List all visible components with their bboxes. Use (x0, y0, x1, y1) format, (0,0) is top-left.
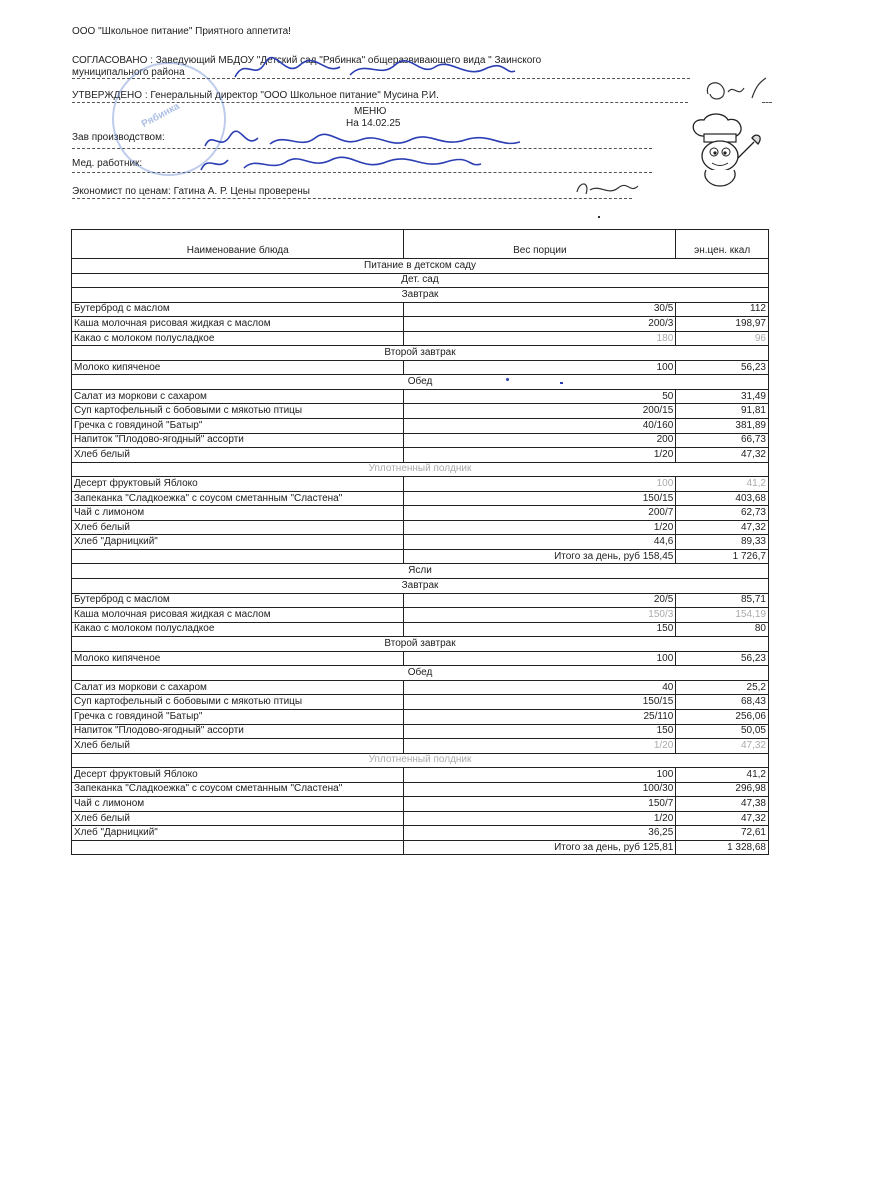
dish-weight: 200/15 (404, 404, 676, 419)
dish-row (72, 477, 769, 492)
dish-weight: 36,25 (404, 826, 676, 841)
dish-kcal: 56,23 (676, 651, 769, 666)
dish-name: Гречка с говядиной "Батыр" (72, 709, 404, 724)
chef-mascot-icon (680, 112, 770, 190)
dish-name: Хлеб белый (72, 448, 404, 463)
dish-name: Бутерброд с маслом (72, 593, 404, 608)
dish-row (72, 608, 769, 623)
dish-weight: 200/3 (404, 317, 676, 332)
dish-row (72, 302, 769, 317)
table-header-row (72, 230, 769, 259)
dish-kcal: 68,43 (676, 695, 769, 710)
section-title: Уплотненный полдник (72, 462, 769, 477)
section-title: Обед (72, 375, 769, 390)
dish-name: Бутерброд с маслом (72, 302, 404, 317)
dish-kcal: 47,32 (676, 811, 769, 826)
dish-kcal: 198,97 (676, 317, 769, 332)
dish-row (72, 811, 769, 826)
dish-weight: 180 (404, 331, 676, 346)
dish-kcal: 47,32 (676, 448, 769, 463)
dish-name: Запеканка "Сладкоежка" с соусом сметанным "Сластена" (72, 782, 404, 797)
stamp-text: Рябинка (139, 100, 182, 131)
dish-row (72, 506, 769, 521)
dish-weight: 1/20 (404, 520, 676, 535)
dish-row (72, 768, 769, 783)
dish-row (72, 404, 769, 419)
section-title: Второй завтрак (72, 637, 769, 652)
section-row (72, 753, 769, 768)
dish-weight: 1/20 (404, 811, 676, 826)
dish-name: Напиток "Плодово-ягодный" ассорти (72, 724, 404, 739)
dish-name: Чай с лимоном (72, 797, 404, 812)
total-empty-cell (72, 549, 404, 564)
dish-kcal: 47,38 (676, 797, 769, 812)
economist-signature (572, 178, 642, 200)
production-head-label: Зав производством: (72, 132, 165, 143)
dish-weight: 150/3 (404, 608, 676, 623)
dish-name: Салат из моркови с сахаром (72, 389, 404, 404)
dish-row (72, 739, 769, 754)
dish-kcal: 256,06 (676, 709, 769, 724)
dish-name: Салат из моркови с сахаром (72, 680, 404, 695)
dish-weight: 100 (404, 651, 676, 666)
dish-name: Какао с молоком полусладкое (72, 622, 404, 637)
section-title: Второй завтрак (72, 346, 769, 361)
dish-kcal: 112 (676, 302, 769, 317)
total-label: Итого за день, руб 158,45 (404, 549, 676, 564)
total-kcal: 1 328,68 (676, 840, 769, 855)
dish-row (72, 491, 769, 506)
dish-name: Хлеб белый (72, 520, 404, 535)
dish-kcal: 80 (676, 622, 769, 637)
menu-table-body (72, 259, 769, 855)
dish-name: Десерт фруктовый Яблоко (72, 768, 404, 783)
dish-kcal: 62,73 (676, 506, 769, 521)
dish-name: Хлеб белый (72, 739, 404, 754)
confirmed-signature (700, 74, 770, 108)
dish-kcal: 66,73 (676, 433, 769, 448)
section-row (72, 346, 769, 361)
total-kcal: 1 726,7 (676, 549, 769, 564)
dish-weight: 25/110 (404, 709, 676, 724)
dish-name: Хлеб белый (72, 811, 404, 826)
dish-kcal: 72,61 (676, 826, 769, 841)
dish-weight: 50 (404, 389, 676, 404)
dish-kcal: 47,32 (676, 739, 769, 754)
dish-name: Хлеб "Дарницкий" (72, 535, 404, 550)
dish-row (72, 797, 769, 812)
dish-weight: 100 (404, 768, 676, 783)
dish-kcal: 47,32 (676, 520, 769, 535)
dish-weight: 1/20 (404, 448, 676, 463)
dish-weight: 150/7 (404, 797, 676, 812)
dish-name: Гречка с говядиной "Батыр" (72, 419, 404, 434)
dish-weight: 150/15 (404, 695, 676, 710)
section-title: Завтрак (72, 288, 769, 303)
dish-kcal: 56,23 (676, 360, 769, 375)
dish-row (72, 317, 769, 332)
company-line: ООО "Школьное питание" Приятного аппетита! (72, 26, 291, 37)
dish-kcal: 91,81 (676, 404, 769, 419)
section-row (72, 259, 769, 274)
dish-row (72, 360, 769, 375)
dish-kcal: 25,2 (676, 680, 769, 695)
section-row (72, 579, 769, 594)
dish-weight: 44,6 (404, 535, 676, 550)
section-row (72, 273, 769, 288)
dish-weight: 20/5 (404, 593, 676, 608)
dish-weight: 100 (404, 360, 676, 375)
section-row (72, 666, 769, 681)
menu-title: МЕНЮ (354, 106, 387, 117)
dish-weight: 100/30 (404, 782, 676, 797)
section-title: Обед (72, 666, 769, 681)
dish-row (72, 520, 769, 535)
dish-weight: 150 (404, 724, 676, 739)
dish-name: Десерт фруктовый Яблоко (72, 477, 404, 492)
dish-row (72, 535, 769, 550)
dish-row (72, 622, 769, 637)
dish-kcal: 154,19 (676, 608, 769, 623)
dish-row (72, 433, 769, 448)
dish-name: Каша молочная рисовая жидкая с маслом (72, 608, 404, 623)
dish-kcal: 89,33 (676, 535, 769, 550)
dish-weight: 200 (404, 433, 676, 448)
total-row (72, 840, 769, 855)
dish-name: Какао с молоком полусладкое (72, 331, 404, 346)
dish-row (72, 680, 769, 695)
section-title: Питание в детском саду (72, 259, 769, 274)
section-title: Дет. сад (72, 273, 769, 288)
medical-signature (196, 150, 486, 176)
dish-row (72, 593, 769, 608)
section-row (72, 637, 769, 652)
dish-weight: 100 (404, 477, 676, 492)
section-row (72, 462, 769, 477)
dish-weight: 200/7 (404, 506, 676, 521)
dish-row (72, 389, 769, 404)
section-row (72, 564, 769, 579)
dish-name: Каша молочная рисовая жидкая с маслом (72, 317, 404, 332)
dish-kcal: 403,68 (676, 491, 769, 506)
col-weight-header: Вес порции (404, 230, 676, 259)
dish-name: Суп картофельный с бобовыми с мякотью птицы (72, 404, 404, 419)
confirmed-line: УТВЕРЖДЕНО : Генеральный директор "ООО Школьное питание" Мусина Р.И. (72, 90, 439, 101)
dish-name: Молоко кипяченое (72, 651, 404, 666)
dish-name: Молоко кипяченое (72, 360, 404, 375)
dish-kcal: 41,2 (676, 768, 769, 783)
ink-dot (598, 216, 600, 218)
economist-dash-line (72, 198, 632, 199)
economist-line: Экономист по ценам: Гатина А. Р. Цены проверены (72, 186, 310, 197)
dish-name: Суп картофельный с бобовыми с мякотью птицы (72, 695, 404, 710)
dish-name: Напиток "Плодово-ягодный" ассорти (72, 433, 404, 448)
dish-kcal: 50,05 (676, 724, 769, 739)
dish-weight: 40 (404, 680, 676, 695)
total-label: Итого за день, руб 125,81 (404, 840, 676, 855)
dish-name: Чай с лимоном (72, 506, 404, 521)
total-empty-cell (72, 840, 404, 855)
approved-signature (230, 55, 520, 85)
section-title: Завтрак (72, 579, 769, 594)
dish-weight: 30/5 (404, 302, 676, 317)
dish-kcal: 31,49 (676, 389, 769, 404)
dish-weight: 150/15 (404, 491, 676, 506)
col-kcal-header: эн.цен. ккал (676, 230, 769, 259)
dish-row (72, 331, 769, 346)
dish-weight: 40/160 (404, 419, 676, 434)
dish-weight: 1/20 (404, 739, 676, 754)
dish-row (72, 448, 769, 463)
section-row (72, 288, 769, 303)
dish-kcal: 85,71 (676, 593, 769, 608)
menu-table (71, 229, 769, 855)
dish-row (72, 419, 769, 434)
medical-label: Мед. работник: (72, 158, 143, 169)
section-title: Уплотненный полдник (72, 753, 769, 768)
dish-row (72, 695, 769, 710)
section-title: Ясли (72, 564, 769, 579)
dish-kcal: 381,89 (676, 419, 769, 434)
dish-kcal: 296,98 (676, 782, 769, 797)
dish-row (72, 651, 769, 666)
dish-row (72, 709, 769, 724)
menu-date: На 14.02.25 (346, 118, 401, 129)
col-name-header: Наименование блюда (72, 230, 404, 259)
dish-weight: 150 (404, 622, 676, 637)
total-row (72, 549, 769, 564)
dish-kcal: 41,2 (676, 477, 769, 492)
dish-row (72, 782, 769, 797)
section-row (72, 375, 769, 390)
dish-name: Запеканка "Сладкоежка" с соусом сметанным "Сластена" (72, 491, 404, 506)
dish-row (72, 826, 769, 841)
dish-name: Хлеб "Дарницкий" (72, 826, 404, 841)
approved-line-2: муниципального района (72, 67, 185, 78)
dish-kcal: 96 (676, 331, 769, 346)
approved-line: СОГЛАСОВАНО : Заведующий МБДОУ "Детский сад "Рябинка" общеразвивающего вида " Заинского (72, 55, 542, 66)
dish-row (72, 724, 769, 739)
